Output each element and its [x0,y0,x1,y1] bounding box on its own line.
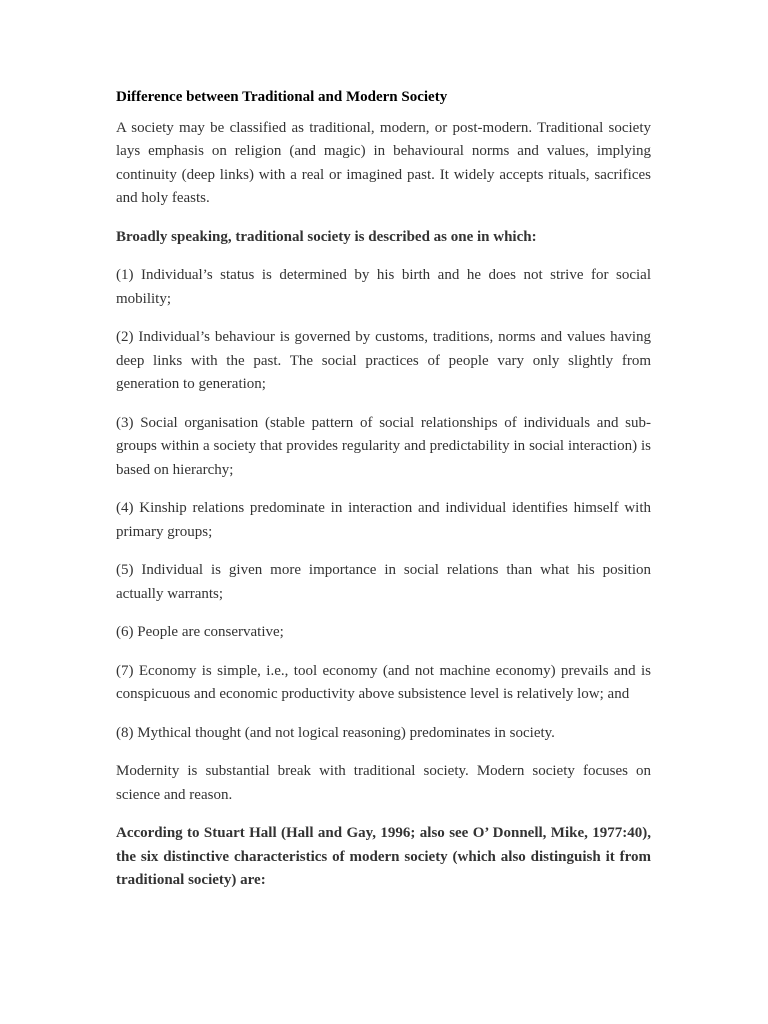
point-3: (3) Social organisation (stable pattern of social relationships of individuals and sub-groups within a society that provides regularity and predictability in social interaction) is based on hierarchy; [116,414,651,478]
modernity-paragraph: Modernity is substantial break with traditional society. Modern society focuses on science and reason. [116,763,651,803]
lead-in-paragraph: Broadly speaking, traditional society is described as one in which: [116,228,537,245]
point-4: (4) Kinship relations predominate in interaction and individual identifies himself with primary groups; [116,500,651,540]
point-1: (1) Individual’s status is determined by his birth and he does not strive for social mobility; [116,267,651,307]
point-7: (7) Economy is simple, i.e., tool economy (and not machine economy) prevails and is conspicuous and economic productivity above subsistence level is relatively low; and [116,662,651,702]
document-title: Difference between Traditional and Modern Society [116,89,448,105]
document-body [116,86,651,908]
point-5: (5) Individual is given more importance in social relations than what his position actually warrants; [116,562,651,602]
point-2: (2) Individual’s behaviour is governed by customs, traditions, norms and values having deep links with the past. The social practices of people vary only slightly from generation to generation; [116,329,651,392]
point-8: (8) Mythical thought (and not logical reasoning) predominates in society. [116,724,555,741]
intro-paragraph: A society may be classified as traditional, modern, or post-modern. Traditional society lays emphasis on religion (and magic) in behavioural norms and values, implying continuity (deep links) with a real or imagined past. It widely accepts rituals, sacrifices and holy feasts. [116,119,651,206]
point-6: (6) People are conservative; [116,624,284,640]
hall-paragraph: According to Stuart Hall (Hall and Gay, 1996; also see O’ Donnell, Mike, 1977:40), the six distinctive characteristics of modern society (which also distinguish it from traditional society) are: [116,825,651,888]
